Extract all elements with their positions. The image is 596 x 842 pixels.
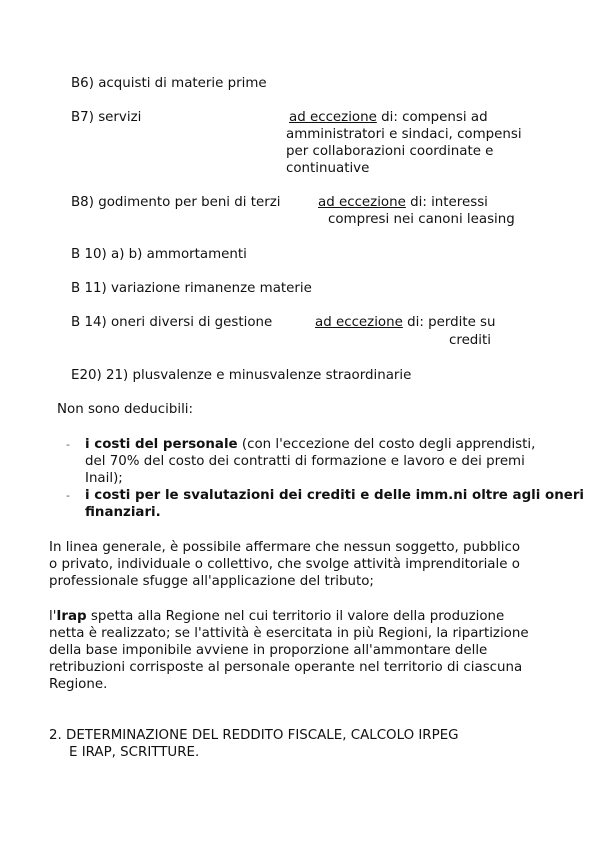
bullet-2-line-2: finanziari. bbox=[85, 505, 161, 520]
item-code: B6 bbox=[71, 76, 89, 91]
item-b14-note-line-2: crediti bbox=[449, 333, 492, 348]
paragraph-2-line-2: netta è realizzato; se l'attività è esercitata in più Regioni, la ripartizione bbox=[49, 626, 529, 641]
non-deducible-heading: Non sono deducibili: bbox=[57, 402, 194, 417]
item-code: B 14 bbox=[71, 315, 102, 330]
paragraph-1-line-2: o privato, individuale o collettivo, che svolge attività imprenditoriale o bbox=[49, 557, 520, 572]
item-b7-note-line-4: continuative bbox=[286, 161, 370, 176]
section-heading-line-2: E IRAP, SCRITTURE. bbox=[69, 745, 200, 760]
paragraph-2-line-3: della base imponibile avviene in proporzione all'ammontare delle bbox=[49, 643, 488, 658]
item-b7-note-line-3: per collaborazioni coordinate e bbox=[286, 144, 494, 159]
item-e20-21: E20) 21) plusvalenze e minusvalenze straordinarie bbox=[71, 368, 412, 383]
item-code: E20 bbox=[71, 368, 97, 383]
exception-label: ad eccezione bbox=[289, 110, 377, 125]
note-text: di: perdite su bbox=[402, 315, 496, 330]
exception-label: ad eccezione bbox=[318, 195, 406, 210]
paragraph-2-line-4: retribuzioni corrisposte al personale operante nel territorio di ciascuna bbox=[49, 660, 523, 675]
bullet-dash: - bbox=[66, 489, 70, 502]
item-code: B8 bbox=[71, 195, 89, 210]
paragraph-1-line-1: In linea generale, è possibile affermare che nessun soggetto, pubblico bbox=[49, 540, 521, 555]
item-b14 bbox=[71, 314, 272, 331]
bullet-1-line-3: Inail); bbox=[85, 471, 123, 486]
item-b7 bbox=[71, 109, 141, 126]
item-b8 bbox=[71, 194, 281, 211]
paragraph-2-line-5: Regione. bbox=[49, 677, 108, 692]
item-code-2: 21 bbox=[105, 368, 124, 383]
item-b7-note-line-2: amministratori e sindaci, compensi bbox=[286, 127, 522, 142]
item-code: B 10 bbox=[71, 247, 102, 262]
item-sub-b: b bbox=[128, 247, 138, 262]
item-b11 bbox=[71, 280, 312, 297]
item-b8-note-line-1 bbox=[318, 194, 488, 211]
item-code: B 11 bbox=[71, 281, 102, 296]
paragraph-1-line-3: professionale sfugge all'applicazione del tributo; bbox=[49, 574, 374, 589]
section-heading-line-1: 2. DETERMINAZIONE DEL REDDITO FISCALE, CALCOLO IRPEG bbox=[49, 728, 459, 743]
bullet-text: (con l'eccezione del costo degli apprendisti, bbox=[237, 437, 536, 452]
note-text: di: interessi bbox=[405, 195, 488, 210]
item-label: ) oneri diversi di gestione bbox=[101, 315, 273, 330]
item-label: ) servizi bbox=[88, 110, 142, 125]
bullet-1-line-1 bbox=[85, 436, 535, 453]
irap-term: Irap bbox=[56, 609, 87, 624]
bullet-dash: - bbox=[66, 438, 70, 451]
item-code: B7 bbox=[71, 110, 89, 125]
item-b14-note-line-1 bbox=[315, 314, 496, 331]
bullet-bold-text: i costi del personale bbox=[85, 437, 238, 452]
item-label: ) plusvalenze e minusvalenze straordinarie bbox=[123, 368, 412, 383]
item-b7-note-line-1 bbox=[289, 109, 488, 126]
item-label: ) variazione rimanenze materie bbox=[101, 281, 312, 296]
item-b6 bbox=[71, 75, 267, 92]
item-b10: B 10) a) b) ammortamenti bbox=[71, 247, 247, 262]
item-label: ) godimento per beni di terzi bbox=[88, 195, 281, 210]
item-label: ) ammortamenti bbox=[137, 247, 247, 262]
item-b8-note-line-2: compresi nei canoni leasing bbox=[328, 212, 515, 227]
item-sub-a: a bbox=[110, 247, 120, 262]
note-text: di: compensi ad bbox=[376, 110, 488, 125]
bullet-2-line-1: i costi per le svalutazioni dei crediti e delle imm.ni oltre agli oneri bbox=[85, 488, 585, 503]
item-label: ) acquisti di materie prime bbox=[88, 76, 267, 91]
paragraph-2-line-1: l'Irap spetta alla Regione nel cui territorio il valore della produzione bbox=[49, 609, 505, 624]
bullet-1-line-2: del 70% del costo dei contratti di formazione e lavoro e dei premi bbox=[85, 454, 525, 469]
exception-label: ad eccezione bbox=[315, 315, 403, 330]
